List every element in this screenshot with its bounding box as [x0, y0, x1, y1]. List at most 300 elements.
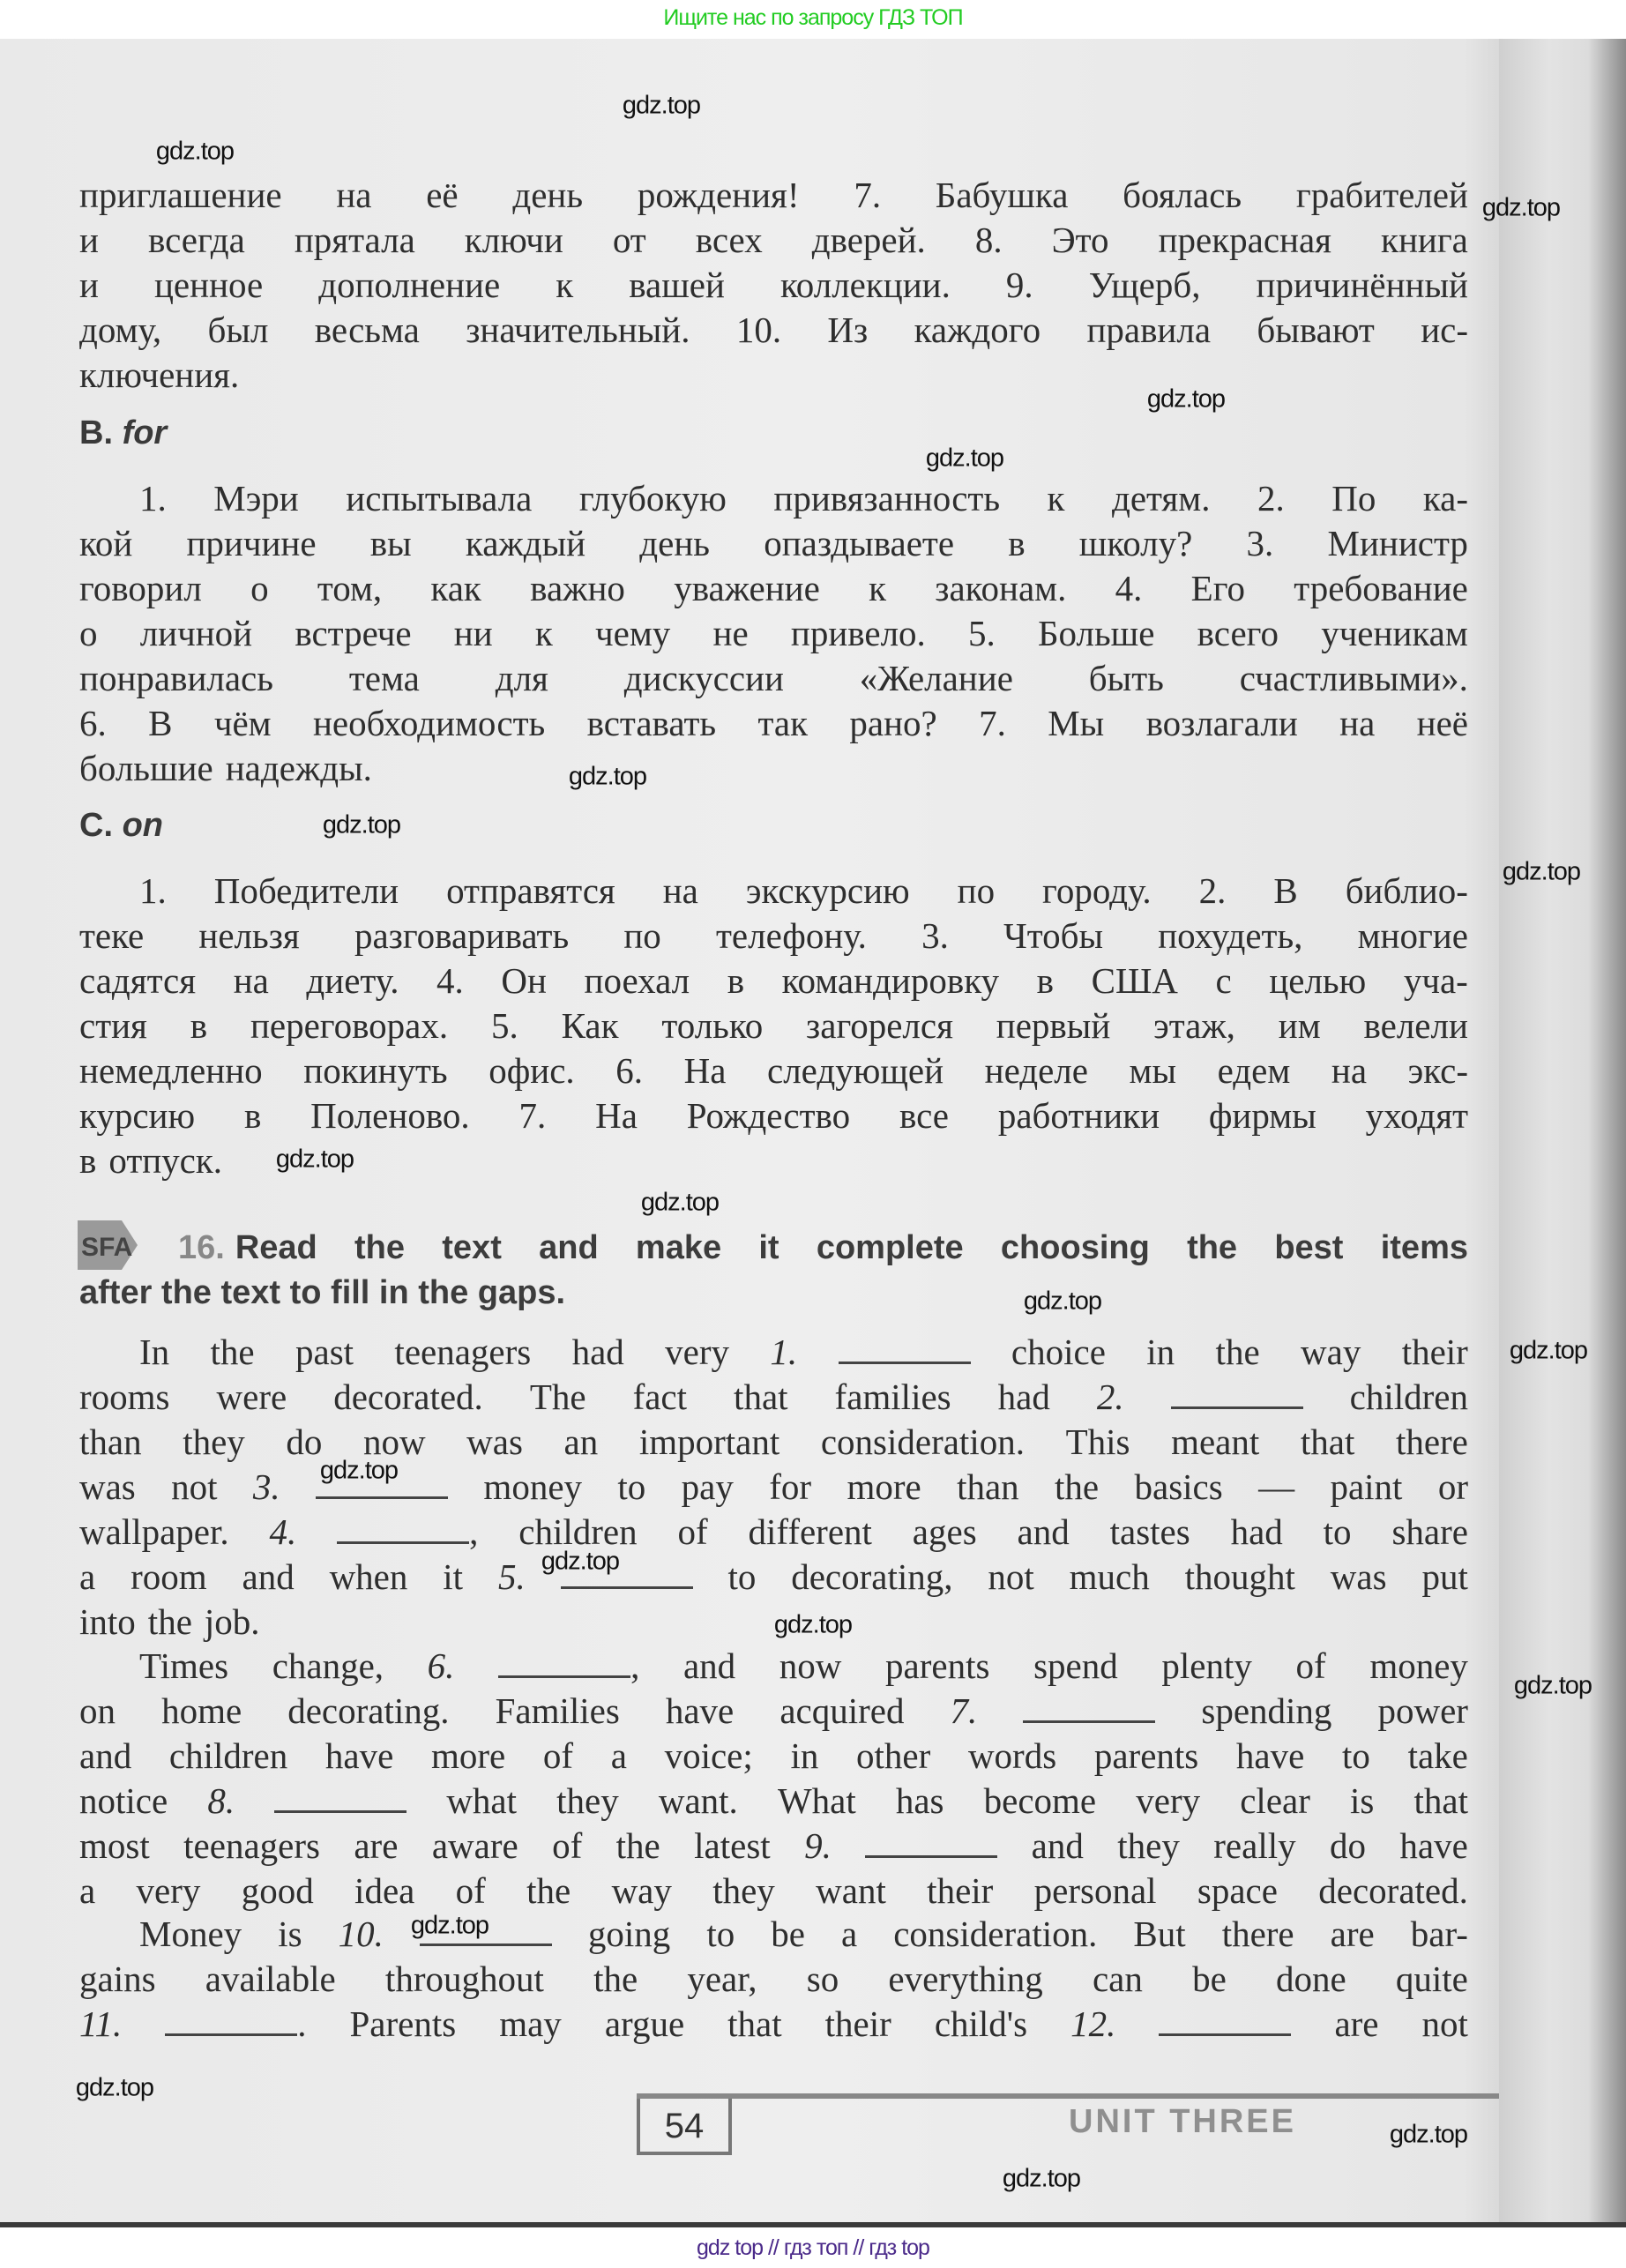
word: все [899, 1095, 949, 1136]
gap-number: 5. [497, 1556, 526, 1597]
word: decorated. [1318, 1870, 1468, 1911]
word: в [79, 1140, 97, 1181]
word: ценное [153, 265, 264, 305]
word: than [79, 1421, 142, 1462]
text-line [79, 173, 1468, 218]
word: Как [561, 1005, 619, 1046]
word: по [957, 870, 996, 911]
word: the [526, 1870, 571, 1911]
word: похудеть, [1158, 915, 1303, 956]
word: поехал [584, 960, 690, 1001]
word: want [816, 1870, 886, 1911]
gap-blank[interactable] [274, 1779, 406, 1824]
word: счастливыми». [1239, 658, 1468, 698]
watermark: gdz.top [1513, 1671, 1592, 1700]
word: 1. [139, 870, 167, 911]
text-line [79, 914, 1468, 959]
watermark: gdz.top [75, 2073, 154, 2102]
word: meant [1171, 1421, 1260, 1462]
gap-number: 7. [950, 1690, 978, 1731]
word: «Желание [859, 658, 1013, 698]
word: говорил [79, 568, 202, 608]
word: требование [1294, 568, 1468, 608]
word: idea [354, 1870, 415, 1911]
word: и [79, 220, 99, 260]
section-c-word: on [122, 807, 163, 844]
word: to [727, 1556, 757, 1597]
word: into [79, 1601, 136, 1642]
word: become [983, 1780, 1097, 1821]
word: дому, [79, 310, 162, 350]
word: notice [79, 1780, 168, 1821]
word: детям. [1111, 478, 1211, 519]
word: may [499, 2003, 562, 2044]
text-line [79, 1555, 1468, 1600]
exercise-title-line [79, 1226, 1468, 1271]
word: в [1036, 960, 1054, 1001]
word: Ущерб, [1088, 265, 1201, 305]
word: children [168, 1735, 288, 1776]
word: привязанность [773, 478, 1001, 519]
word: or [1437, 1466, 1468, 1507]
word: have [1399, 1825, 1468, 1866]
word: more [847, 1466, 921, 1507]
text-line [79, 218, 1468, 263]
word: ages [912, 1511, 977, 1552]
word: Чтобы [1003, 915, 1103, 956]
word: in [790, 1735, 819, 1776]
text-line [79, 1330, 1468, 1375]
word: всего [1197, 613, 1279, 653]
top-banner [0, 0, 1626, 39]
word: that [1300, 1421, 1355, 1462]
word: дискуссии [623, 658, 784, 698]
word: tastes [1109, 1511, 1190, 1552]
word: they [183, 1421, 245, 1462]
word: home [161, 1690, 242, 1731]
word: is [278, 1914, 302, 1954]
word: most [79, 1825, 150, 1866]
section-b-word: for [122, 414, 168, 451]
word: работники [997, 1095, 1160, 1136]
word: they [712, 1870, 775, 1911]
gap-blank[interactable] [1171, 1375, 1303, 1420]
word: чём [213, 703, 272, 743]
word: для [495, 658, 548, 698]
word: had [571, 1332, 624, 1372]
word: 10. [735, 310, 782, 350]
word: понравилась [79, 658, 273, 698]
word: каждого [914, 310, 1041, 350]
section-b-letter: B. [79, 414, 113, 451]
word: в [243, 1095, 262, 1136]
word: child's [934, 2003, 1028, 2044]
word: 1. [139, 478, 167, 519]
word: put [1421, 1556, 1468, 1597]
gap-blank[interactable] [1023, 1689, 1155, 1734]
word: has [895, 1780, 944, 1821]
text-line [79, 1824, 1468, 1869]
unit-label: UNIT THREE [1069, 2103, 1296, 2140]
word: Бабушка [935, 175, 1069, 215]
watermark: gdz.top [773, 1610, 853, 1639]
word: wallpaper. [79, 1511, 229, 1552]
text-line [79, 746, 1468, 791]
word: very [665, 1332, 730, 1372]
text-line [79, 1465, 1468, 1510]
text-line [79, 1957, 1468, 2002]
word: 2. [1257, 478, 1285, 519]
text-line [79, 701, 1468, 746]
word: personal [1033, 1870, 1157, 1911]
page-number: 54 [637, 2099, 732, 2155]
gap-blank[interactable] [1159, 2002, 1291, 2047]
text-line [79, 869, 1468, 914]
word: причине [186, 523, 317, 563]
word: more [430, 1735, 506, 1776]
word: a [841, 1914, 858, 1954]
word: do [286, 1421, 323, 1462]
word: Рождество [686, 1095, 851, 1136]
word: им [1278, 1005, 1321, 1046]
word: диету. [306, 960, 399, 1001]
word: так [757, 703, 809, 743]
text-line [79, 656, 1468, 701]
word: В [148, 703, 173, 743]
word: in [1146, 1332, 1175, 1372]
word: тема [348, 658, 420, 698]
word: ни [453, 613, 493, 653]
word: have [1235, 1735, 1305, 1776]
word: по [623, 915, 661, 956]
word: вставать [586, 703, 717, 743]
text-line [79, 353, 1468, 398]
word: к [556, 265, 574, 305]
word: basics [1134, 1466, 1223, 1507]
text-line [79, 2002, 1468, 2047]
gap-number: 1. [770, 1332, 798, 1372]
word: большие [79, 748, 213, 788]
word: and [682, 1645, 736, 1686]
word: многие [1357, 915, 1468, 956]
gap-number: 4. [269, 1511, 297, 1552]
word: fact [632, 1376, 688, 1417]
gap-blank[interactable] [839, 1330, 971, 1375]
word: to [706, 1914, 735, 1954]
watermark: gdz.top [319, 1456, 399, 1485]
word: to [1323, 1511, 1352, 1552]
text-line [79, 1510, 1468, 1555]
word: 7. [518, 1095, 547, 1136]
watermark: gdz.top [568, 762, 647, 791]
exercise-title-line-2: after the text to fill in the gaps. [79, 1274, 566, 1311]
word: на [662, 870, 698, 911]
word: plenty [1161, 1645, 1252, 1686]
word: paint [1330, 1466, 1403, 1507]
word: money [1369, 1645, 1468, 1686]
gap-number: 6. [427, 1645, 455, 1686]
word: к [869, 568, 886, 608]
word: when [329, 1556, 408, 1597]
word: садятся [79, 960, 197, 1001]
word: библио- [1345, 870, 1468, 911]
word: teenagers [183, 1825, 320, 1866]
word: and [242, 1556, 295, 1597]
watermark: gdz.top [1502, 857, 1581, 886]
word: первый [996, 1005, 1111, 1046]
word: an [563, 1421, 599, 1462]
word: По [1331, 478, 1376, 519]
word: What [777, 1780, 856, 1821]
gap-number: 10. [338, 1914, 384, 1954]
word: Его [1190, 568, 1246, 608]
word: о [79, 613, 98, 653]
text-line [79, 1375, 1468, 1420]
word: throughout [384, 1958, 544, 1999]
word: be [1192, 1958, 1227, 1999]
word: фирмы [1208, 1095, 1316, 1136]
word: её [426, 175, 459, 215]
word: кой [79, 523, 133, 563]
watermark: gdz.top [322, 810, 401, 839]
word: really [1213, 1825, 1296, 1866]
word: 6. [615, 1050, 644, 1091]
word: опаздываете [764, 523, 955, 563]
word: are [354, 1825, 399, 1866]
word: consideration. [820, 1421, 1025, 1462]
word: возлагали [1145, 703, 1298, 743]
word: всех [695, 220, 763, 260]
word: the [1215, 1332, 1260, 1372]
word: going [587, 1914, 671, 1954]
text-line [79, 1869, 1468, 1914]
word: необходимость [312, 703, 546, 743]
word: личной [139, 613, 253, 653]
word: дополнение [318, 265, 501, 305]
watermark: gdz.top [925, 444, 1004, 473]
word: о [250, 568, 269, 608]
text-line [79, 566, 1468, 611]
word: rooms [79, 1376, 170, 1417]
text-line [79, 959, 1468, 1003]
word: Больше [1038, 613, 1155, 653]
word: not [988, 1556, 1034, 1597]
word: is [1350, 1780, 1375, 1821]
word: надежды. [225, 748, 372, 788]
word: вы [369, 523, 412, 563]
word: very [1136, 1780, 1201, 1821]
word: quite [1395, 1958, 1468, 1999]
word: школу? [1078, 523, 1193, 563]
word: испытывала [346, 478, 533, 519]
word: year, [687, 1958, 757, 1999]
word: на [1331, 1050, 1368, 1091]
word: всегда [147, 220, 245, 260]
text-line [79, 611, 1468, 656]
word: 5. [490, 1005, 518, 1046]
word: в [727, 960, 745, 1001]
word: уходят [1365, 1095, 1468, 1136]
word: и [79, 265, 99, 305]
text-line [79, 1093, 1468, 1138]
word: to [1342, 1735, 1370, 1776]
word: so [806, 1958, 839, 1999]
gap-blank[interactable]: , [498, 1644, 639, 1689]
word: they [1117, 1825, 1180, 1866]
word: there [1221, 1914, 1294, 1954]
word: gains [79, 1958, 156, 1999]
word: день [512, 175, 584, 215]
word: на [336, 175, 372, 215]
word: том, [317, 568, 383, 608]
word: everything [888, 1958, 1043, 1999]
word: and [1031, 1825, 1084, 1866]
gap-number: 12. [1070, 2003, 1116, 2044]
word: Families [495, 1690, 620, 1731]
word: причинённый [1256, 265, 1468, 305]
book-spine-shadow [1499, 39, 1626, 2224]
word: thought [1184, 1556, 1295, 1597]
word: that [727, 2003, 782, 2044]
word: переговорах. [250, 1005, 449, 1046]
word: were [216, 1376, 287, 1417]
word: they [556, 1780, 619, 1821]
watermark: gdz.top [1389, 2120, 1468, 2149]
exercise-title-line-1: Read the text and make it complete choosing the best items [235, 1229, 1468, 1266]
site-links[interactable]: gdz top // гдз топ // гдз top [697, 2235, 929, 2260]
word: только [661, 1005, 764, 1046]
word: different [748, 1511, 872, 1552]
word: В [1273, 870, 1298, 911]
word: к [1047, 478, 1065, 519]
word: привело. [790, 613, 926, 653]
word: take [1407, 1735, 1468, 1776]
word: was [79, 1466, 136, 1507]
bottom-banner [0, 2227, 1626, 2268]
word: стия [79, 1005, 147, 1046]
watermark: gdz.top [541, 1547, 620, 1576]
word: Мэри [213, 478, 299, 519]
word: велели [1363, 1005, 1468, 1046]
word: it [443, 1556, 464, 1597]
word: In [139, 1332, 170, 1372]
gap-number: 9. [804, 1825, 832, 1866]
word: от [612, 220, 646, 260]
word: that [1413, 1780, 1468, 1821]
footer-rule [637, 2093, 1499, 2099]
word: ключения. [79, 354, 240, 395]
word: целью [1269, 960, 1367, 1001]
word: the [593, 1958, 638, 1999]
gap-number: 3. [252, 1466, 280, 1507]
word: 4. [436, 960, 464, 1001]
watermark: gdz.top [640, 1188, 720, 1217]
gap-number: 2. [1096, 1376, 1124, 1417]
word: 8. [974, 220, 1003, 260]
text-line [79, 1734, 1468, 1779]
search-hint-link[interactable]: Ищите нас по запросу ГДЗ ТОП [663, 5, 963, 30]
word: значительный. [466, 310, 690, 350]
word: 3. [921, 915, 949, 956]
word: available [205, 1958, 336, 1999]
word: good [241, 1870, 314, 1911]
word: there [1395, 1421, 1468, 1462]
watermark: gdz.top [155, 137, 235, 166]
word: боялась [1123, 175, 1242, 215]
word: неё [1416, 703, 1468, 743]
word: ка- [1422, 478, 1468, 519]
word: — [1258, 1466, 1295, 1507]
watermark: gdz.top [1023, 1287, 1102, 1316]
word: much [1069, 1556, 1150, 1597]
word: следующей [767, 1050, 944, 1091]
watermark: gdz.top [410, 1911, 489, 1940]
text-line [79, 1420, 1468, 1465]
word: приглашение [79, 175, 282, 215]
word: 4. [1115, 568, 1143, 608]
word: коллекции. [779, 265, 951, 305]
word: not [171, 1466, 218, 1507]
word: very [136, 1870, 201, 1911]
word: aware [431, 1825, 518, 1866]
gap-blank[interactable]: . [165, 2002, 306, 2047]
word: курсию [79, 1095, 196, 1136]
word: done [1275, 1958, 1346, 1999]
word: was [1330, 1556, 1387, 1597]
word: for [769, 1466, 812, 1507]
text-line [79, 308, 1468, 353]
word: their [824, 2003, 891, 2044]
word: ученикам [1321, 613, 1468, 653]
word: important [638, 1421, 780, 1462]
word: have [324, 1735, 394, 1776]
word: едем [1217, 1050, 1291, 1091]
word: of [455, 1870, 486, 1911]
word: of [542, 1735, 574, 1776]
word: now [779, 1645, 842, 1686]
word: с [1215, 960, 1232, 1001]
word: прекрасная [1158, 220, 1332, 260]
word: room [131, 1556, 207, 1597]
word: рано? [849, 703, 937, 743]
gap-blank[interactable]: , [337, 1510, 478, 1555]
text-line [79, 1644, 1468, 1689]
word: Мы [1048, 703, 1105, 743]
word: argue [604, 2003, 685, 2044]
word: телефону. [716, 915, 867, 956]
word: 7. [854, 175, 882, 215]
word: had [997, 1376, 1050, 1417]
word: have [665, 1690, 735, 1731]
word: уча- [1403, 960, 1468, 1001]
text-line [79, 521, 1468, 566]
word: быть [1088, 658, 1164, 698]
watermark: gdz.top [1002, 2164, 1081, 2193]
gap-blank[interactable] [865, 1824, 997, 1869]
word: к [534, 613, 553, 653]
word: экс- [1407, 1050, 1468, 1091]
word: книга [1381, 220, 1468, 260]
word: families [834, 1376, 951, 1417]
word: way [611, 1870, 672, 1911]
word: words [967, 1735, 1057, 1776]
word: Министр [1327, 523, 1468, 563]
section-b-text [79, 476, 1468, 791]
word: pay [681, 1466, 734, 1507]
text-line [79, 263, 1468, 308]
word: The [529, 1376, 586, 1417]
word: чему [595, 613, 671, 653]
